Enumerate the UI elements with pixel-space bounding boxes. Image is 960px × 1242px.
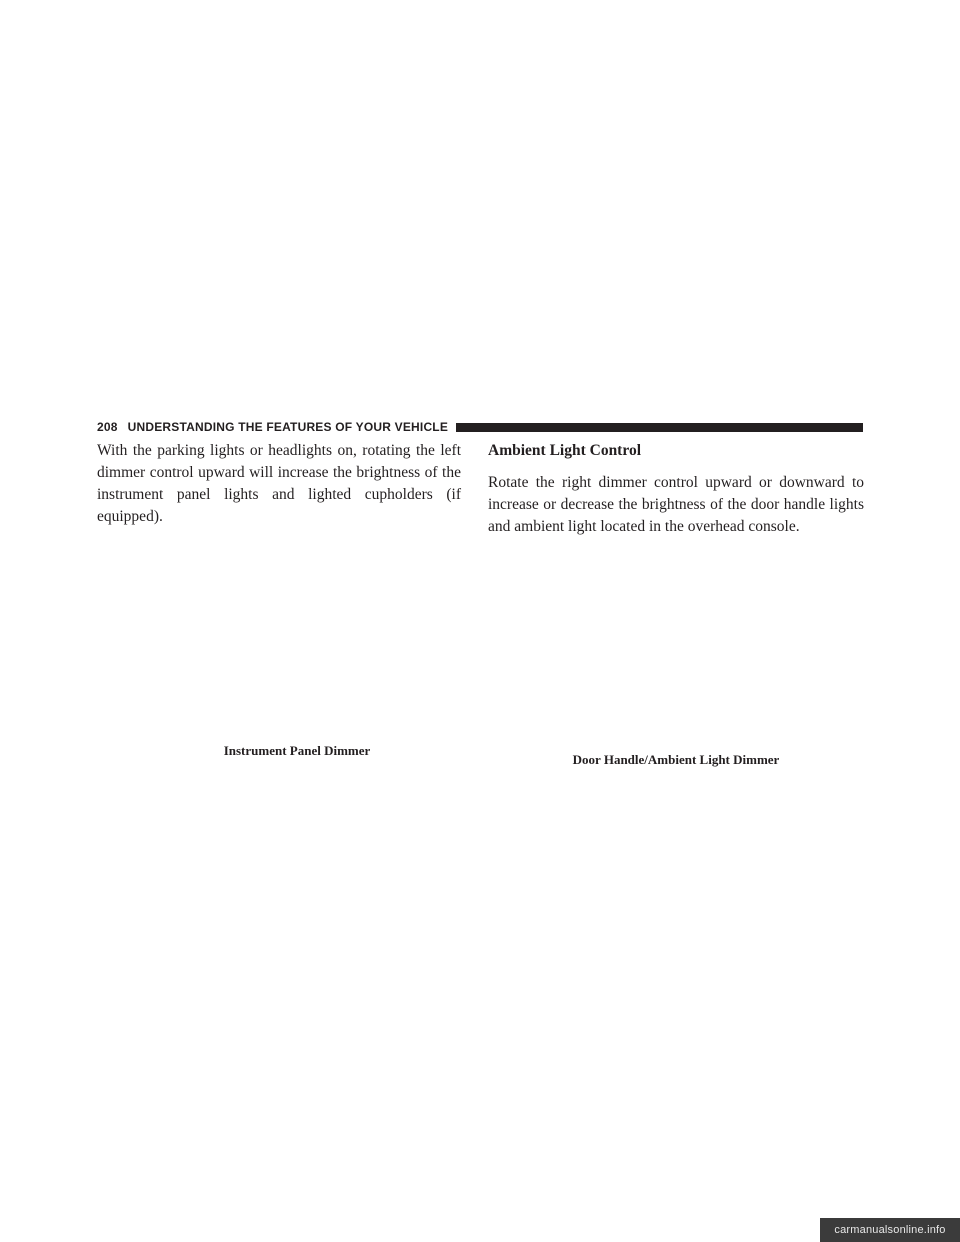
ambient-light-heading: Ambient Light Control — [488, 442, 642, 459]
page-header — [97, 418, 863, 436]
instrument-panel-paragraph: With the parking lights or headlights on, rotating the left dimmer control upward will increase the brightness of the instrument panel lights and lighted cupholders (if equipped). — [97, 442, 461, 525]
page-number: 208 — [97, 420, 118, 434]
section-title: UNDERSTANDING THE FEATURES OF YOUR VEHICLE — [127, 420, 449, 434]
header-rule — [456, 423, 863, 432]
watermark-link[interactable]: carmanualsonline.info — [820, 1218, 960, 1242]
right-column — [488, 440, 864, 538]
left-column — [97, 440, 461, 528]
instrument-panel-dimmer-caption: Instrument Panel Dimmer — [223, 743, 371, 758]
ambient-light-dimmer-caption: Door Handle/Ambient Light Dimmer — [572, 752, 780, 767]
ambient-light-paragraph: Rotate the right dimmer control upward or downward to increase or decrease the brightness of the door handle lights and ambient light located in the overhead console. — [488, 474, 864, 535]
